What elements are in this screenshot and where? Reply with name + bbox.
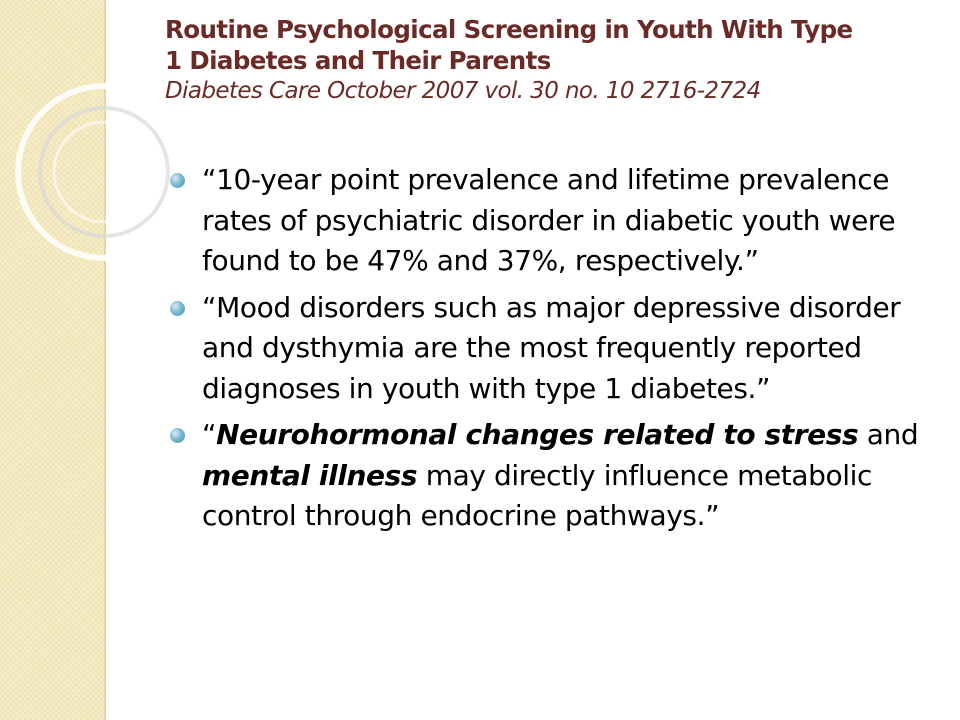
bullet-item-neurohormonal	[170, 415, 945, 537]
bullet-icon	[170, 301, 185, 316]
bullet-text-part: may directly influence metabolic control through endocrine pathways.”	[202, 458, 872, 532]
decorative-circle-outer	[18, 86, 190, 258]
bullet-text-part: and	[858, 418, 919, 451]
bullet-text: “10-year point prevalence and lifetime prevalence rates of psychiatric disorder in diabetic youth were found to be 47% and 37%, respectively.”	[202, 163, 896, 277]
bullet-emphasis: Neurohormonal changes related to stress	[216, 418, 859, 451]
bullet-icon	[170, 173, 185, 188]
bullet-icon	[170, 428, 185, 443]
bullet-list	[170, 160, 945, 537]
bullet-text: “Mood disorders such as major depressive disorder and dysthymia are the most frequently reported diagnoses in youth with type 1 diabetes.”	[202, 290, 901, 405]
citation: Diabetes Care October 2007 vol. 30 no. 10 2716-2724	[165, 78, 761, 104]
bullet-item-mood-disorders	[170, 288, 945, 410]
title-line-1: Routine Psychological Screening in Youth With Type	[165, 15, 853, 44]
decorative-circle-accent	[54, 122, 154, 222]
bullet-emphasis: mental illness	[202, 458, 418, 492]
decorative-circle-inner	[40, 108, 168, 236]
slide-title	[165, 14, 935, 107]
bullet-item-prevalence	[170, 160, 945, 282]
title-line-2: 1 Diabetes and Their Parents	[165, 46, 551, 75]
bullet-text-part: “	[202, 418, 217, 451]
